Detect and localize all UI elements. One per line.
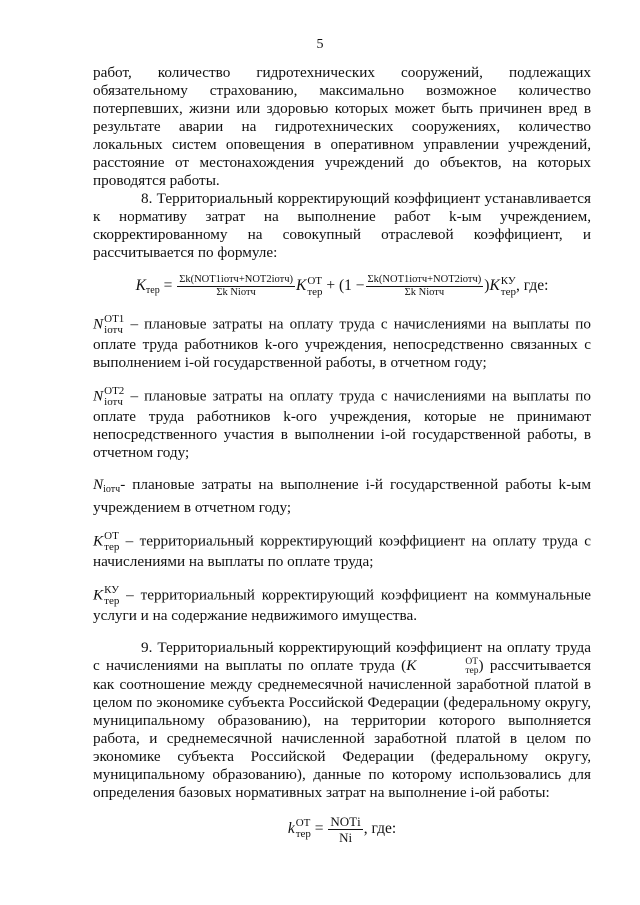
definition-n-iotch: $N_{iотч}-$ плановые затраты на выполнение i-й государственной работы k-ым учреждением в отчетном году; bbox=[93, 476, 591, 517]
formula-k-ot-ter: k ОТ тер = $\frac{\text{NОТi}}{Ni}$ , где: bbox=[287, 813, 397, 845]
fraction-first: $\frac{\text{Σk(NОТ1iотч+NОТ2iотч)}}{\text{Σk Niотч}}$ bbox=[179, 274, 293, 298]
formula-k-ter: $K_{тер}$ = $\frac{\text{Σk(NОТ1iотч+NОТ2iотч)}}{\text{Σk Niотч}}$ K ОТ тер + (1 − $\frac{\text{Σk(NОТ1iотч+NОТ2iотч)}}{\text{Σk Niотч}}$ )K КУ тер , где: bbox=[135, 274, 549, 298]
fraction-second: $\frac{\text{Σk(NОТ1iотч+NОТ2iотч)}}{\text{Σk Niотч}}$ bbox=[367, 274, 482, 298]
definition-n-ot2: N ОТ2 iотч – плановые затраты на оплату труда с начислениями на выплаты по оплате труда работников k-ого учреждения, которые не принимают непосредственного участия в выполнении i-ой государственной работы, в отчетном году; bbox=[93, 385, 591, 462]
paragraph-8: 8. Территориальный корректирующий коэффициент устанавливается к нормативу затрат на выполнение работ k-ым учреждением, скорректированному на совокупный отраслевой коэффициент, и рассчитывается по формуле: bbox=[93, 190, 591, 261]
page-number: 5 bbox=[316, 37, 324, 52]
paragraph-continuation: работ, количество гидротехнических сооружений, подлежащих обязательному страхованию, максимально возможное количество потерпевших, жизни или здоровью которых может быть причинен вред в результате аварии на гидротехнических сооружениях, количество локальных систем оповещения в оперативном управлении учреждений, расстояние от местонахождения учреждений до объектов, на которых проводятся работы. bbox=[93, 64, 591, 189]
definition-k-ot: K ОТ тер – территориальный корректирующий коэффициент на оплату труда с начислениями на выплаты по оплате труда; bbox=[93, 530, 592, 571]
paragraph-9: 9. Территориальный корректирующий коэффициент на оплату труда с начислениями на выплаты по оплате труда (K ОТ тер ) рассчитывается как соотношение между среднемесячной начисленной заработной платой в целом по экономике субъекта Российской Федерации (федеральному округу, муниципальному образованию), на территории которого выполняется работа, и среднемесячной начисленной заработной платой в целом по экономике субъекта Российской Федерации (федеральному округу, муниципальному образованию), данные по которому использовались для определения базовых нормативных затрат на выполнение i-ой работы: bbox=[93, 639, 591, 801]
definition-k-ku: K КУ тер – территориальный корректирующий коэффициент на коммунальные услуги и на содержание недвижимого имущества. bbox=[93, 584, 591, 625]
fraction-n-ratio: $\frac{\text{NОТi}}{Ni}$ bbox=[330, 813, 361, 845]
page-body bbox=[93, 64, 591, 855]
definition-n-ot1: N ОТ1 iотч – плановые затраты на оплату труда с начислениями на выплаты по оплате труда работников k-ого учреждения, непосредственно связанных с выполнением i-ой государственной работы, в отчетном году; bbox=[93, 313, 591, 372]
